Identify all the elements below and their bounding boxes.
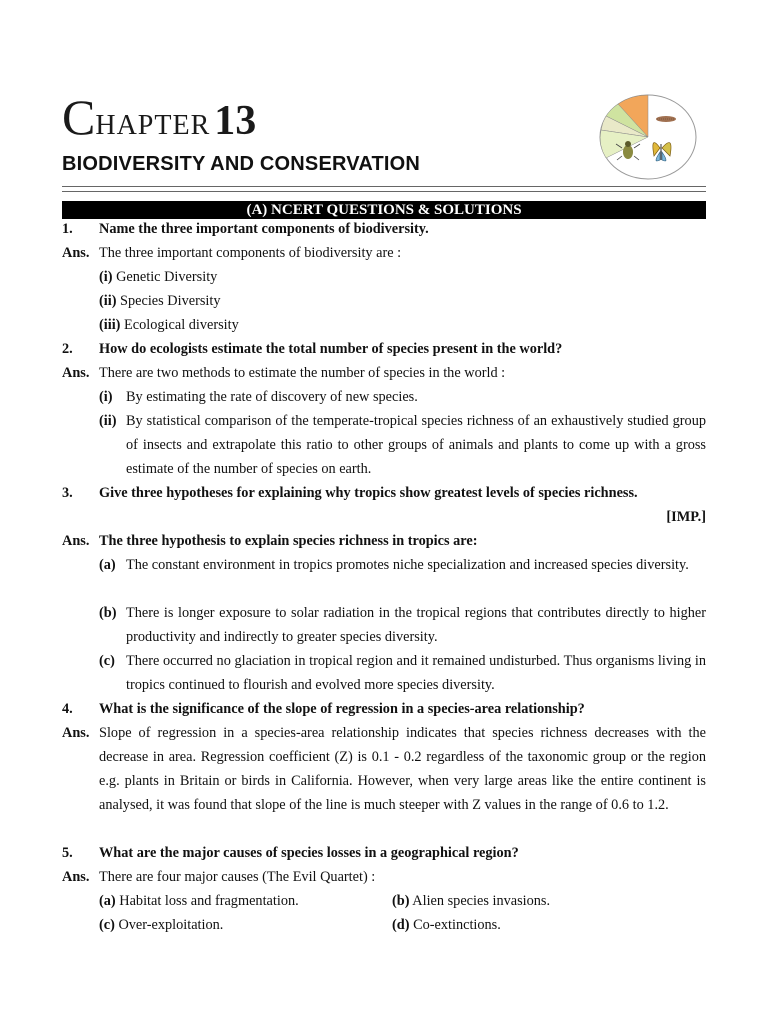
answer-text: The three important components of biodiversity are :	[99, 245, 402, 261]
question-row	[62, 337, 706, 361]
importance-tag: [IMP.]	[666, 509, 706, 525]
item-text: There occurred no glaciation in tropical region and it remained undisturbed. Thus organisms living in tropics continued to flourish and evolved more species diversity.	[126, 653, 706, 693]
item-text: Over-exploitation.	[118, 917, 224, 933]
item-label: (c)	[99, 653, 115, 669]
biodiversity-pie-icon	[598, 90, 698, 180]
qa-content	[62, 217, 706, 937]
question-number: 2.	[62, 341, 73, 357]
ans-label: Ans.	[62, 365, 90, 381]
question-text: Name the three important components of biodiversity.	[99, 221, 429, 237]
chapter-cap: C	[62, 89, 96, 145]
list-item	[62, 289, 706, 313]
item-label: (iii)	[99, 317, 121, 333]
question-number: 3.	[62, 485, 73, 501]
chapter-title	[62, 89, 257, 145]
importance-row	[62, 505, 706, 529]
item-label: (ii)	[99, 413, 117, 429]
section-banner: (A) NCERT QUESTIONS & SOLUTIONS	[62, 201, 706, 219]
question-number: 4.	[62, 701, 73, 717]
answer-text: The three hypothesis to explain species richness in tropics are:	[99, 533, 478, 549]
answer-row	[62, 241, 706, 265]
list-item	[62, 601, 706, 649]
item-text: By estimating the rate of discovery of new species.	[126, 389, 418, 405]
ans-label: Ans.	[62, 533, 90, 549]
item-label: (c)	[99, 917, 115, 933]
question-row	[62, 217, 706, 241]
list-item	[62, 385, 706, 409]
item-text: Genetic Diversity	[116, 269, 218, 285]
ans-label: Ans.	[62, 245, 90, 261]
answer-row	[62, 361, 706, 385]
question-row	[62, 481, 706, 505]
divider	[62, 191, 706, 192]
question-row	[62, 697, 706, 721]
question-number: 1.	[62, 221, 73, 237]
chapter-number: 13	[214, 98, 257, 144]
question-text: How do ecologists estimate the total number of species present in the world?	[99, 341, 563, 357]
chapter-word: HAPTER	[95, 110, 211, 141]
item-text: The constant environment in tropics promotes niche specialization and increased species diversity.	[126, 557, 689, 573]
item-text: Ecological diversity	[124, 317, 239, 333]
item-text: By statistical comparison of the temperate-tropical species richness of an exhaustively studied group of insects and extrapolate this ratio to other groups of animals and plants to come up with a gross estimate of the number of species on earth.	[126, 413, 706, 477]
question-number: 5.	[62, 845, 73, 861]
answer-row	[62, 721, 706, 841]
item-label: (ii)	[99, 293, 117, 309]
question-text: What are the major causes of species losses in a geographical region?	[99, 845, 519, 861]
answer-row	[62, 529, 706, 553]
question-text: What is the significance of the slope of regression in a species-area relationship?	[99, 701, 585, 717]
list-item	[62, 649, 706, 697]
item-label: (a)	[99, 557, 116, 573]
answer-text: Slope of regression in a species-area relationship indicates that species richness decreases with the decrease in area. Regression coefficient (Z) is 0.1 - 0.2 regardless of the taxonomic group or the region e.g. plants in Britain or birds in California. However, when very large areas like the entire continent is analysed, it was found that slope of the line is much steeper with Z values in the range of 0.6 to 1.2.	[99, 725, 706, 813]
question-text: Give three hypotheses for explaining why tropics show greatest levels of species richness.	[99, 485, 638, 501]
item-text: Species Diversity	[120, 293, 221, 309]
chapter-subtitle: BIODIVERSITY AND CONSERVATION	[62, 153, 421, 175]
list-item	[62, 409, 706, 481]
list-item	[62, 889, 706, 913]
item-label: (b)	[392, 893, 410, 909]
list-item	[62, 313, 706, 337]
list-item	[62, 913, 706, 937]
item-text: There is longer exposure to solar radiation in the tropical regions that contributes directly to higher productivity and indirectly to greater species diversity.	[126, 605, 706, 645]
item-label: (a)	[99, 893, 116, 909]
answer-row	[62, 865, 706, 889]
item-label: (d)	[392, 917, 410, 933]
item-label: (i)	[99, 269, 113, 285]
ans-label: Ans.	[62, 869, 90, 885]
item-text: Alien species invasions.	[412, 893, 551, 909]
list-item	[62, 553, 706, 601]
ans-label: Ans.	[62, 725, 90, 741]
answer-text: There are four major causes (The Evil Quartet) :	[99, 869, 376, 885]
question-row	[62, 841, 706, 865]
answer-text: There are two methods to estimate the number of species in the world :	[99, 365, 506, 381]
item-text: Habitat loss and fragmentation.	[119, 893, 299, 909]
item-label: (i)	[99, 389, 113, 405]
item-text: Co-extinctions.	[413, 917, 501, 933]
item-label: (b)	[99, 605, 117, 621]
list-item	[62, 265, 706, 289]
divider	[62, 186, 706, 187]
